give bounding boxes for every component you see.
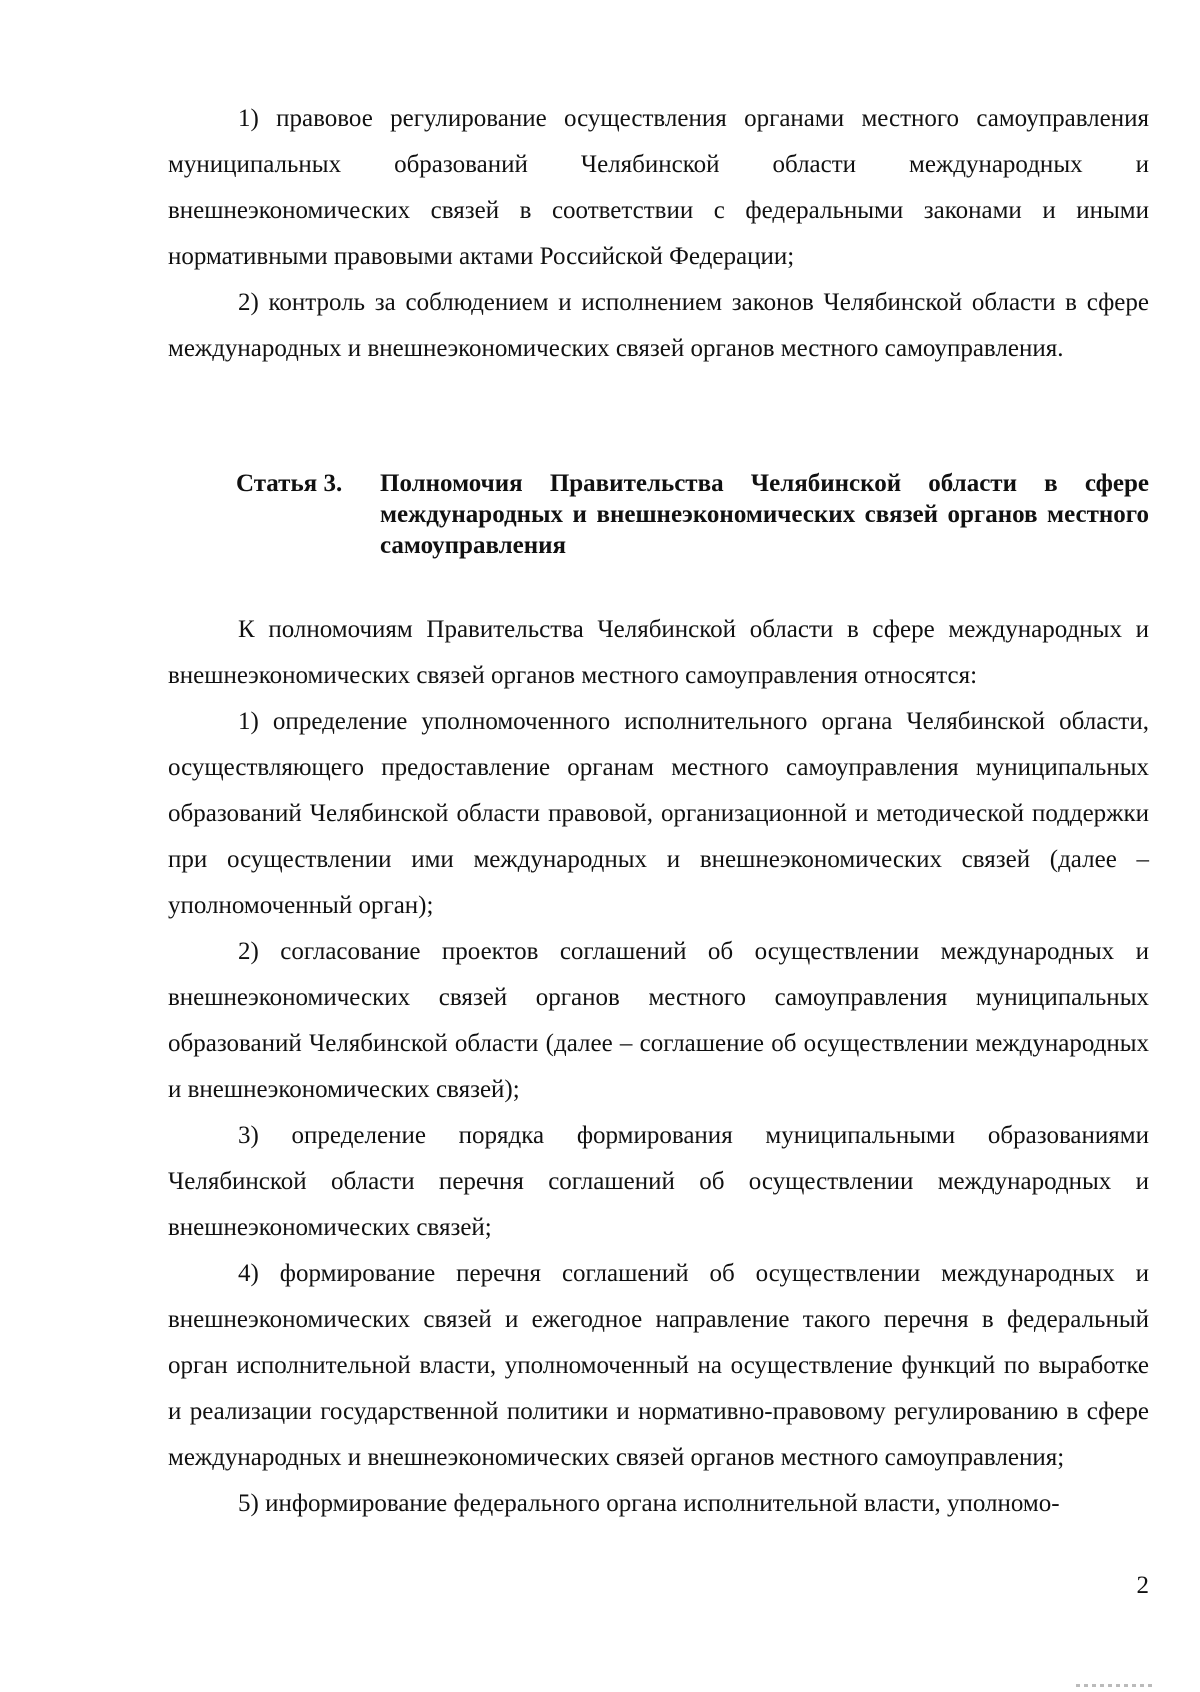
paragraph-item-2-control: 2) контроль за соблюдением и исполнением законов Челябинской области в сфере международных и внешнеэкономических связей органов местного самоуправления. [168, 289, 1149, 362]
page-number: 2 [1136, 1572, 1149, 1599]
list-item: 1) определение уполномоченного исполнительного органа Челябинской области, осуществляющего предоставление органам местного самоуправления муниципальных образований Челябинской области правовой, организационной и методической поддержки при осуществлении ими международных и внешнеэкономических связей (далее – уполномоченный орган); [168, 708, 1149, 919]
scan-artifact [1076, 1684, 1152, 1687]
list-item: 5) информирование федерального органа исполнительной власти, уполномо- [238, 1490, 1060, 1517]
article-heading [236, 468, 1149, 561]
list-item: 4) формирование перечня соглашений об осуществлении международных и внешнеэкономических связей и ежегодное направление такого перечня в федеральный орган исполнительной власти, уполномоченный на осуществление функций по выработке и реализации государственной политики и нормативно-правовому регулированию в сфере международных и внешнеэкономических связей органов местного самоуправления; [168, 1260, 1149, 1471]
top-paragraphs [168, 96, 1149, 372]
list-item: 2) согласование проектов соглашений об осуществлении международных и внешнеэкономических связей органов местного самоуправления муниципальных образований Челябинской области (далее – соглашение об осуществлении международных и внешнеэкономических связей); [168, 938, 1149, 1103]
article-title: Полномочия Правительства Челябинской области в сфере международных и внешнеэкономических связей органов местного самоуправления [380, 470, 1149, 559]
article-number: Статья 3. [236, 470, 343, 497]
paragraph-item-1-regulation: 1) правовое регулирование осуществления органами местного самоуправления муниципальных образований Челябинской области международных и внешнеэкономических связей в соответствии с федеральными законами и иными нормативными правовыми актами Российской Федерации; [168, 105, 1149, 270]
list-item: 3) определение порядка формирования муниципальными образованиями Челябинской области перечня соглашений об осуществлении международных и внешнеэкономических связей; [168, 1122, 1149, 1241]
article-intro: К полномочиям Правительства Челябинской области в сфере международных и внешнеэкономических связей органов местного самоуправления относятся: [168, 616, 1149, 689]
article-body [168, 607, 1149, 1527]
